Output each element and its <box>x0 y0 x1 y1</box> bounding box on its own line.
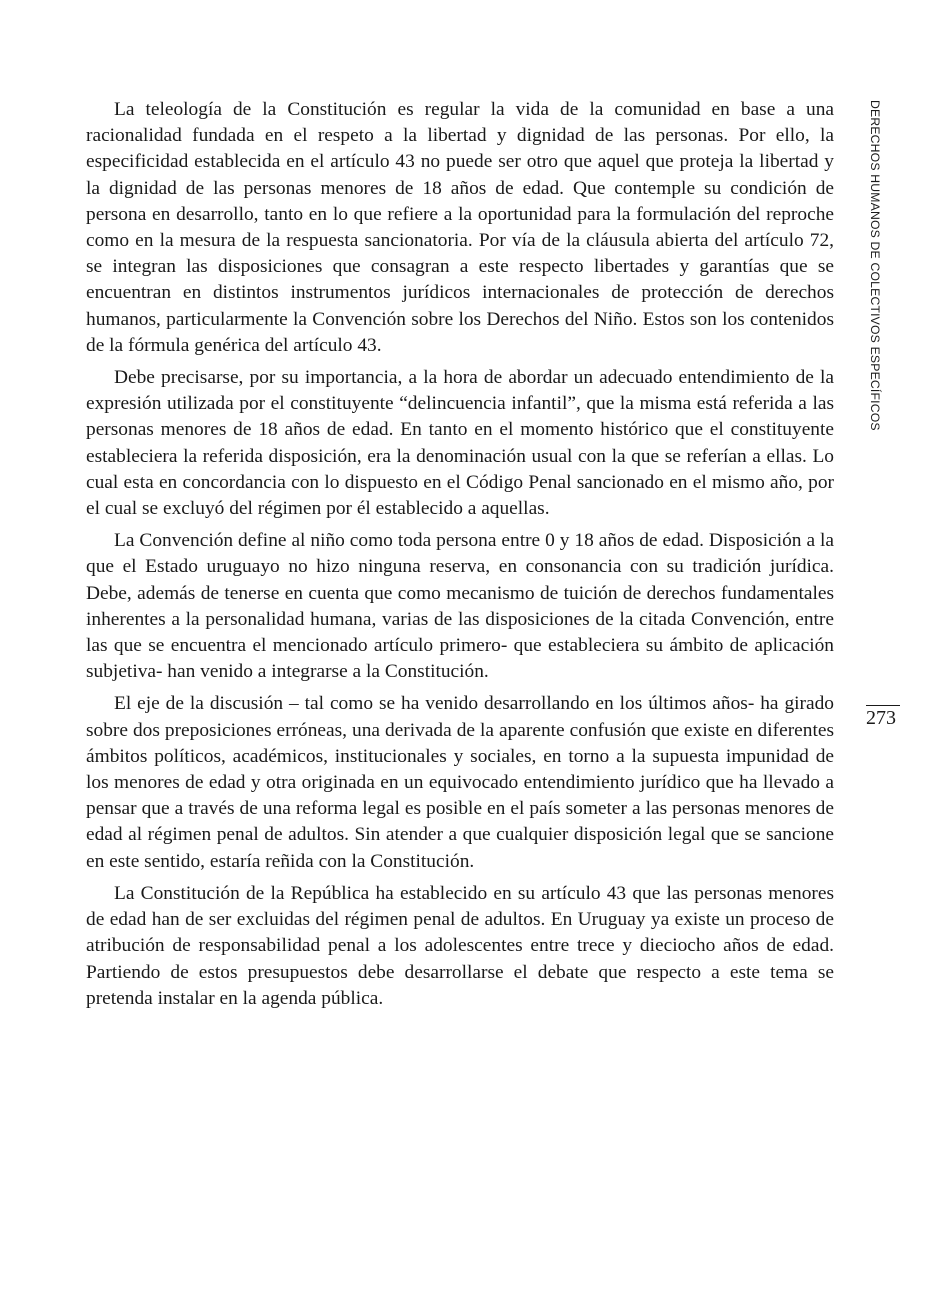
paragraph-4: El eje de la discusión – tal como se ha venido desarrollando en los últimos años- ha girado sobre dos preposiciones erróneas, una derivada de la aparente confusión que existe en diferentes ámbitos políticos, académicos, institucionales y sociales, en torno a la supuesta impunidad de los menores de edad y otra originada en un equivocado entendimiento jurídico que ha llevado a pensar que a través de una reforma legal es posible en el país someter a las personas menores de edad al régimen penal de adultos. Sin atender a que cualquier disposición legal que se sancione en este sentido, estaría reñida con la Constitución. <box>86 693 834 872</box>
paragraph-3: La Convención define al niño como toda persona entre 0 y 18 años de edad. Disposición a la que el Estado uruguayo no hizo ninguna reserva, en consonancia con su tradición jurídica. Debe, además de tenerse en cuenta que como mecanismo de tuición de derechos fundamentales inherentes a la personalidad humana, varias de las disposiciones de la citada Convención, entre las que se encuentra el mencionado artículo primero- que estableciera su ámbito de aplicación subjetiva- han venido a integrarse a la Constitución. <box>86 530 834 683</box>
running-head: DERECHOS HUMANOS DE COLECTIVOS ESPECÍFICOS <box>868 100 882 431</box>
paragraph-5: La Constitución de la República ha establecido en su artículo 43 que las personas menores de edad han de ser excluidas del régimen penal de adultos. En Uruguay ya existe un proceso de atribución de responsabilidad penal a los adolescentes entre trece y dieciocho años de edad. Partiendo de estos presupuestos debe desarrollarse el debate que respecto a este tema se pretenda instalar en la agenda pública. <box>86 882 834 1009</box>
main-text <box>86 97 834 1018</box>
page-number-rule <box>866 705 900 706</box>
paragraph-2: Debe precisarse, por su importancia, a la hora de abordar un adecuado entendimiento de la expresión utilizada por el constituyente “delincuencia infantil”, que la misma está referida a las personas menores de 18 años de edad. En tanto en el momento histórico que el constituyente estableciera la referida disposición, era la denominación usual con la que se referían a ellas. Lo cual esta en concordancia con lo dispuesto en el Código Penal sancionado en el mismo año, por el cual se excluyó del régimen por él establecido a aquellas. <box>86 367 834 520</box>
paragraph-1: La teleología de la Constitución es regular la vida de la comunidad en base a una racionalidad fundada en el respeto a la libertad y dignidad de las personas. Por ello, la especificidad establecida en el artículo 43 no puede ser otro que aquel que proteja la libertad y la dignidad de las personas menores de 18 años de edad. Que contemple su condición de persona en desarrollo, tanto en lo que refiere a la oportunidad para la formulación del reproche como en la mesura de la respuesta sancionatoria. Por vía de la cláusula abierta del artículo 72, se integran las disposiciones que consagran a este respecto libertades y garantías que se encuentran en distintos instrumentos jurídicos internacionales de protección de derechos humanos, particularmente la Convención sobre los Derechos del Niño. Estos son los contenidos de la fórmula genérica del artículo 43. <box>86 99 834 356</box>
page-number: 273 <box>866 707 896 729</box>
